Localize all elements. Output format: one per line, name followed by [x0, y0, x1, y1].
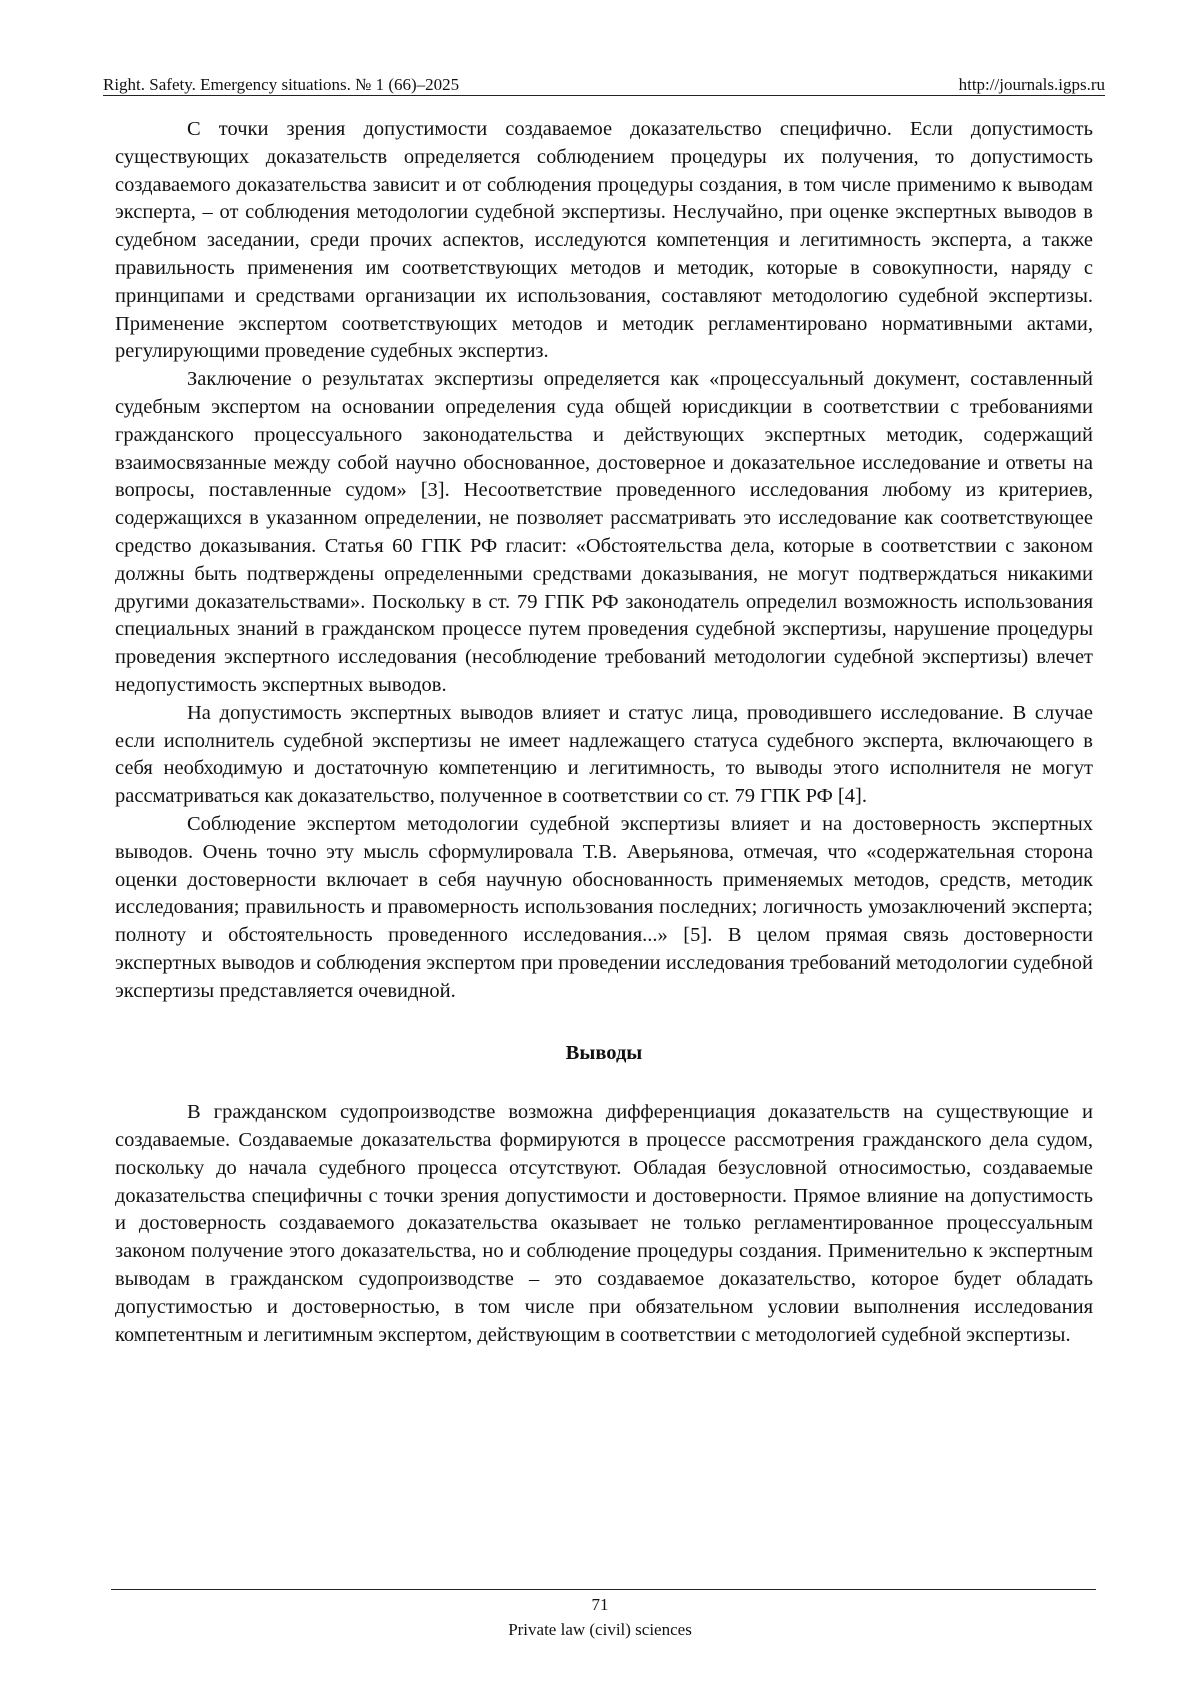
article-body: [115, 116, 1093, 1349]
paragraph-expert-status: На допустимость экспертных выводов влияет и статус лица, проводившего исследование. В случае если исполнитель судебной экспертизы не имеет надлежащего статуса судебного эксперта, включающего в себя необходимую и достаточную компетенцию и легитимность, то выводы этого исполнителя не могут рассматриваться как доказательство, полученное в соответствии со ст. 79 ГПК РФ [4].: [115, 701, 1093, 808]
footer-divider: [111, 1589, 1096, 1590]
paragraph-admissibility: С точки зрения допустимости создаваемое доказательство специфично. Если допустимость существующих доказательств определяется соблюдением процедуры их получения, то допустимость создаваемого доказательства зависит и от соблюдения процедуры создания, в том числе применимо к выводам эксперта, – от соблюдения методологии судебной экспертизы. Неслучайно, при оценке экспертных выводов в судебном заседании, среди прочих аспектов, исследуются компетенция и легитимность эксперта, а также правильность применения им соответствующих методов и методик, которые в совокупности, наряду с принципами и средствами организации их использования, составляют методологию судебной экспертизы. Применение экспертом соответствующих методов и методик регламентировано нормативными актами, регулирующими проведение судебных экспертиз.: [115, 118, 1093, 363]
journal-url[interactable]: http://journals.igps.ru: [958, 75, 1105, 94]
paragraph-reliability: Соблюдение экспертом методологии судебной экспертизы влияет и на достоверность экспертных выводов. Очень точно эту мысль сформулировала Т.В. Аверьянова, отмечая, что «содержательная сторона оценки достоверности включает в себя научную обоснованность применяемых методов, средств, методик исследования; правильность и правомерность использования последних; логичность умозаключений эксперта; полноту и обстоятельность проведенного исследования...» [5]. В целом прямая связь достоверности экспертных выводов и соблюдения экспертом при проведении исследования требований методологии судебной экспертизы представляется очевидной.: [115, 812, 1093, 1002]
running-header: [103, 70, 1105, 96]
section-name: Private law (civil) sciences: [508, 1620, 692, 1639]
paragraph-conclusions: В гражданском судопроизводстве возможна дифференциация доказательств на существующие и создаваемые. Создаваемые доказательства формируются в процессе рассмотрения гражданского дела судом, поскольку до начала судебного процесса отсутствуют. Обладая безусловной относимостью, создаваемые доказательства специфичны с точки зрения допустимости и достоверности. Прямое влияние на допустимость и достоверность создаваемого доказательства оказывает не только регламентированное процессуальным законом получение этого доказательства, но и соблюдение процедуры создания. Применительно к экспертным выводам в гражданском судопроизводстве – это создаваемое доказательство, которое будет обладать допустимостью и достоверностью, в том числе при обязательном условии выполнения исследования компетентным и легитимным экспертом, действующим в соответствии с методологией судебной экспертизы.: [115, 1101, 1093, 1346]
header-divider: [103, 95, 1105, 96]
paragraph-expert-conclusion: Заключение о результатах экспертизы определяется как «процессуальный документ, составленный судебным экспертом на основании определения суда общей юрисдикции в соответствии с требованиями гражданского процессуального законодательства и действующих экспертных методик, содержащий взаимосвязанные между собой научно обоснованное, достоверное и доказательное исследование и ответы на вопросы, поставленные судом» [3]. Несоответствие проведенного исследования любому из критериев, содержащихся в указанном определении, не позволяет рассматривать это исследование как соответствующее средство доказывания. Статья 60 ГПК РФ гласит: «Обстоятельства дела, которые в соответствии с законом должны быть подтверждены определенными средствами доказывания, не могут подтверждаться никакими другими доказательствами». Поскольку в ст. 79 ГПК РФ законодатель определил возможность использования специальных знаний в гражданском процессе путем проведения судебной экспертизы, нарушение процедуры проведения экспертного исследования (несоблюдение требований методологии судебной экспертизы) влечет недопустимость экспертных выводов.: [115, 368, 1093, 696]
journal-title: Right. Safety. Emergency situations. № 1 (66)–2025: [103, 75, 460, 94]
page-number: 71: [591, 1595, 609, 1614]
conclusions-heading: Выводы: [565, 1041, 643, 1064]
